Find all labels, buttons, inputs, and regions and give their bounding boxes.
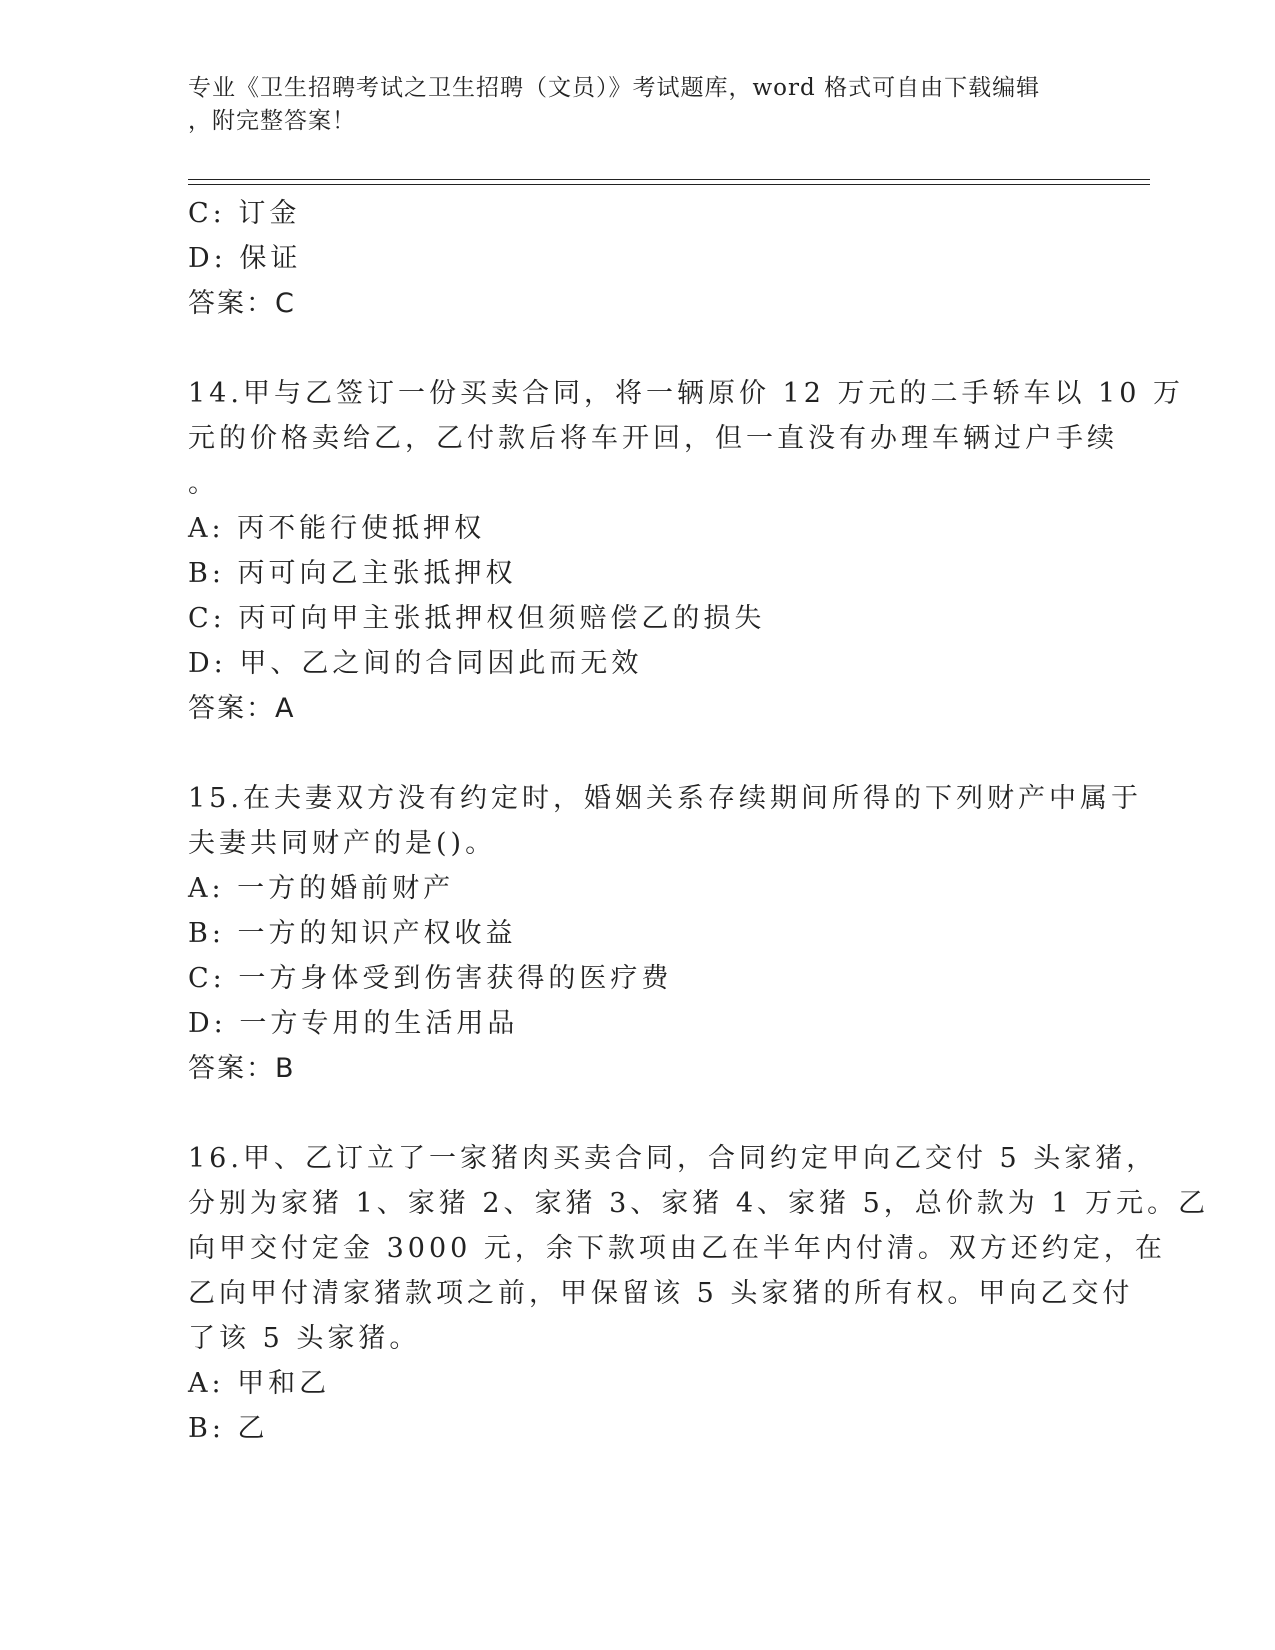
- q14-stem-line-3: 。: [188, 468, 219, 499]
- spacer: [188, 326, 1088, 371]
- q14-option-c: C: 丙可向甲主张抵押权但须赔偿乙的损失: [188, 603, 766, 634]
- q16-stem-line-3: 向甲交付定金 3000 元，余下款项由乙在半年内付清。双方还约定，在: [188, 1233, 1166, 1264]
- q15-option-b: B: 一方的知识产权收益: [188, 918, 517, 949]
- q14-stem-line-1: 14.甲与乙签订一份买卖合同，将一辆原价 12 万元的二手轿车以 10 万: [188, 378, 1184, 409]
- q15-option-a: A: 一方的婚前财产: [188, 873, 455, 904]
- q16-stem-line-1: 16.甲、乙订立了一家猪肉买卖合同，合同约定甲向乙交付 5 头家猪，: [188, 1143, 1158, 1174]
- q15-stem-line-2: 夫妻共同财产的是()。: [188, 828, 497, 859]
- q14-option-b: B: 丙可向乙主张抵押权: [188, 558, 517, 589]
- question-14: [188, 371, 1184, 731]
- question-16: [188, 1136, 1210, 1451]
- question-15: [188, 776, 1142, 1091]
- question-13: [188, 191, 1088, 326]
- q14-answer: 答案：A: [188, 693, 296, 724]
- q15-stem-line-1: 15.在夫妻双方没有约定时，婚姻关系存续期间所得的下列财产中属于: [188, 783, 1142, 814]
- q15-option-c: C: 一方身体受到伤害获得的医疗费: [188, 963, 673, 994]
- q16-option-a: A: 甲和乙: [188, 1368, 331, 1399]
- q14-stem-line-2: 元的价格卖给乙，乙付款后将车开回，但一直没有办理车辆过户手续: [188, 423, 1118, 454]
- document-header: [188, 72, 1068, 138]
- q14-option-a: A: 丙不能行使抵押权: [188, 513, 486, 544]
- q16-stem-line-5: 了该 5 头家猪。: [188, 1323, 421, 1354]
- q13-option-c: C: 订金: [188, 198, 301, 229]
- q16-stem-line-4: 乙向甲付清家猪款项之前，甲保留该 5 头家猪的所有权。甲向乙交付: [188, 1278, 1134, 1309]
- q15-option-d: D: 一方专用的生活用品: [188, 1008, 519, 1039]
- spacer: [188, 1091, 1088, 1136]
- q16-stem-line-2: 分别为家猪 1、家猪 2、家猪 3、家猪 4、家猪 5，总价款为 1 万元。乙: [188, 1188, 1210, 1219]
- header-divider-top: [188, 179, 1150, 180]
- q14-option-d: D: 甲、乙之间的合同因此而无效: [188, 648, 643, 679]
- q13-option-d: D: 保证: [188, 243, 302, 274]
- spacer: [188, 731, 1088, 776]
- header-divider-bottom: [188, 184, 1150, 185]
- header-line-2: ，附完整答案！: [188, 108, 356, 134]
- q15-answer: 答案：B: [188, 1053, 296, 1084]
- question-content: [188, 191, 1210, 1451]
- q16-option-b: B: 乙: [188, 1413, 269, 1444]
- q13-answer: 答案：C: [188, 288, 296, 319]
- header-line-1: 专业《卫生招聘考试之卫生招聘（文员）》考试题库，word 格式可自由下载编辑: [188, 75, 1041, 101]
